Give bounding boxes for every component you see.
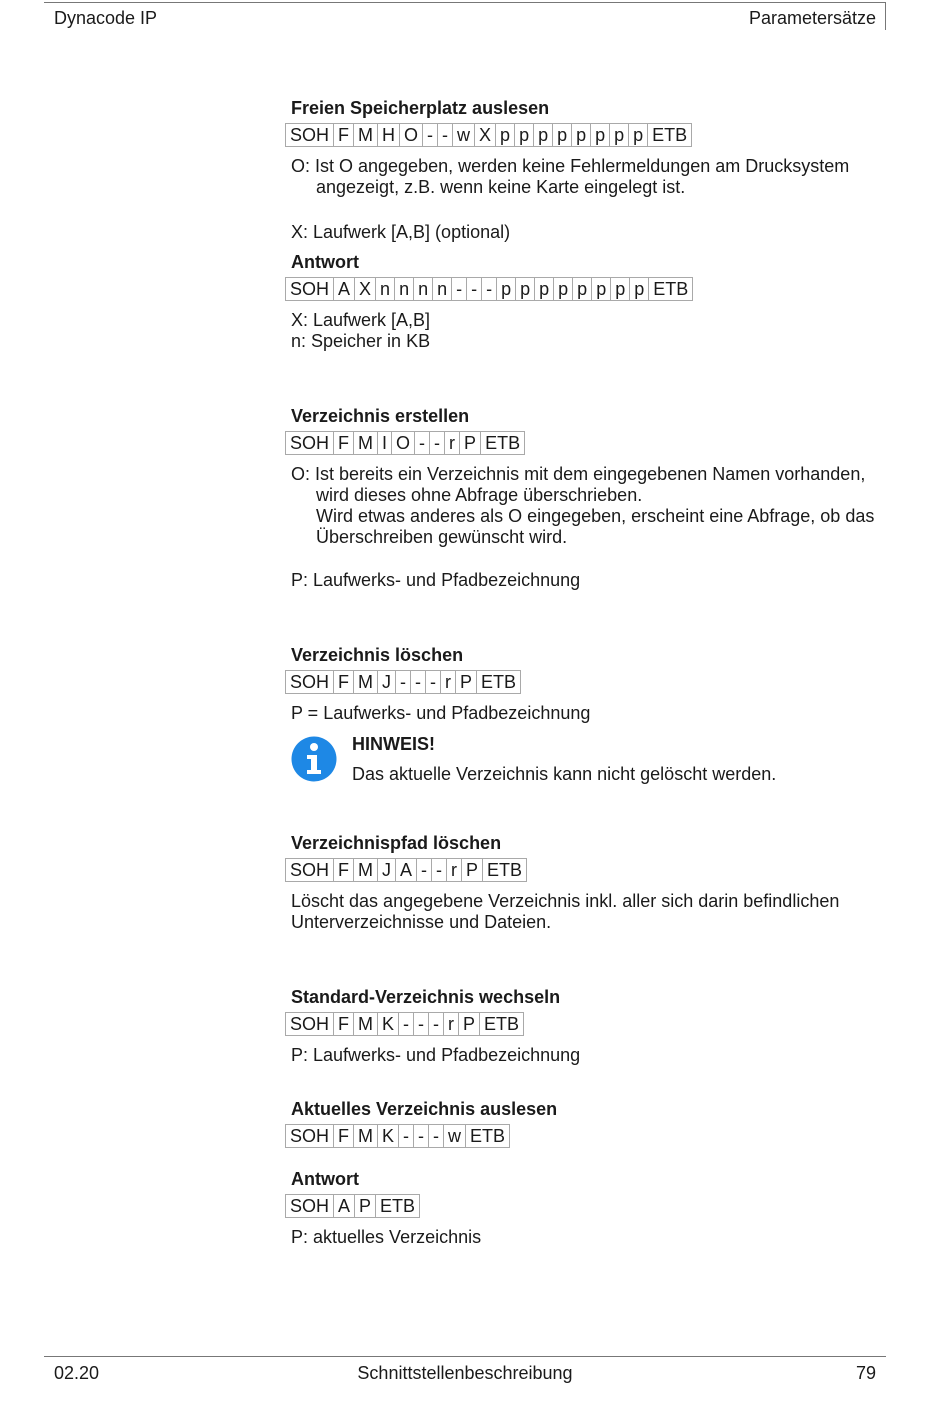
section-title: Aktuelles Verzeichnis auslesen [291, 1099, 558, 1119]
command-sequence [285, 1194, 881, 1218]
section-title: Standard-Verzeichnis wechseln [291, 987, 561, 1007]
command-cell: SOH [285, 123, 334, 147]
page-number: 79 [855, 1363, 876, 1383]
command-sequence [285, 123, 881, 147]
header-chapter: Parametersätze [748, 8, 876, 28]
command-cell: p [571, 123, 591, 147]
command-cell: F [333, 431, 354, 455]
command-cell: ETB [647, 123, 692, 147]
section-title: Verzeichnis erstellen [291, 406, 470, 426]
command-cell: p [610, 277, 630, 301]
command-cell: - [425, 670, 441, 694]
command-cell: - [437, 123, 453, 147]
command-cell: K [377, 1012, 399, 1036]
command-cell: - [410, 670, 426, 694]
header-corner-rule [885, 2, 886, 30]
command-cell: n [375, 277, 395, 301]
command-cell: - [428, 1012, 444, 1036]
command-cell: SOH [285, 1124, 334, 1148]
section-title: Verzeichnis löschen [291, 645, 464, 665]
section-answer-free-space [291, 251, 881, 352]
command-cell: w [452, 123, 475, 147]
command-cell: ETB [375, 1194, 420, 1218]
command-cell: M [353, 123, 378, 147]
command-cell: A [395, 858, 417, 882]
command-cell: P [455, 670, 477, 694]
command-cell: ETB [480, 431, 525, 455]
param-description: P: aktuelles Verzeichnis [291, 1227, 482, 1247]
command-cell: p [572, 277, 592, 301]
command-cell: I [377, 431, 392, 455]
command-cell: - [413, 1124, 429, 1148]
command-cell: p [609, 123, 629, 147]
section-title: Antwort [291, 1169, 359, 1189]
footer-rule [44, 1356, 886, 1357]
command-cell: n [432, 277, 452, 301]
command-cell: n [413, 277, 433, 301]
command-cell: n [394, 277, 414, 301]
command-cell: - [481, 277, 497, 301]
command-sequence [285, 858, 881, 882]
command-cell: p [553, 277, 573, 301]
command-cell: p [515, 277, 535, 301]
section-read-current-directory [291, 1098, 881, 1148]
command-cell: - [416, 858, 432, 882]
command-cell: J [377, 858, 396, 882]
footer-document-title: Schnittstellenbeschreibung [357, 1363, 573, 1383]
command-sequence [285, 670, 881, 694]
command-cell: - [428, 1124, 444, 1148]
param-description: Wird etwas anderes als O eingegeben, erscheint eine Abfrage, ob das Überschreiben gewünscht wird. [316, 506, 875, 547]
command-cell: F [333, 858, 354, 882]
command-cell: r [446, 858, 462, 882]
command-cell: F [333, 123, 354, 147]
param-description: n: Speicher in KB [291, 331, 431, 351]
param-description: P: Laufwerks- und Pfadbezeichnung [291, 570, 581, 590]
command-cell: - [422, 123, 438, 147]
section-title: Antwort [291, 252, 359, 272]
command-cell: A [333, 1194, 355, 1218]
command-cell: SOH [285, 431, 334, 455]
command-cell: ETB [465, 1124, 510, 1148]
header-rule [44, 2, 886, 3]
section-delete-directory-path [291, 832, 881, 933]
command-sequence [285, 1012, 881, 1036]
command-cell: X [354, 277, 376, 301]
command-cell: - [395, 670, 411, 694]
command-cell: p [629, 277, 649, 301]
note-box [291, 732, 881, 788]
command-cell: - [466, 277, 482, 301]
note-title: HINWEIS! [352, 734, 435, 754]
command-cell: r [443, 1012, 459, 1036]
command-cell: p [495, 123, 515, 147]
command-cell: M [353, 858, 378, 882]
command-cell: - [414, 431, 430, 455]
command-cell: X [474, 123, 496, 147]
command-cell: H [377, 123, 400, 147]
command-cell: A [333, 277, 355, 301]
section-title: Verzeichnispfad löschen [291, 833, 502, 853]
command-cell: O [391, 431, 415, 455]
command-cell: M [353, 1012, 378, 1036]
command-cell: SOH [285, 1012, 334, 1036]
param-description: O: Ist bereits ein Verzeichnis mit dem eingegebenen Namen vorhanden, wird dieses ohne Abfrage überschrieben. [291, 464, 866, 505]
header-product: Dynacode IP [54, 8, 158, 28]
command-cell: - [431, 858, 447, 882]
command-cell: P [354, 1194, 376, 1218]
command-cell: P [459, 431, 481, 455]
param-description: X: Laufwerk [A,B] [291, 310, 431, 330]
command-cell: p [591, 277, 611, 301]
command-cell: ETB [479, 1012, 524, 1036]
command-cell: p [590, 123, 610, 147]
command-cell: P [461, 858, 483, 882]
command-cell: - [451, 277, 467, 301]
command-cell: M [353, 670, 378, 694]
command-cell: - [413, 1012, 429, 1036]
section-answer-current-directory [291, 1168, 881, 1248]
command-cell: F [333, 1012, 354, 1036]
command-cell: p [496, 277, 516, 301]
command-cell: P [458, 1012, 480, 1036]
command-sequence [285, 277, 881, 301]
command-cell: O [399, 123, 423, 147]
command-cell: p [534, 277, 554, 301]
command-cell: p [628, 123, 648, 147]
command-cell: SOH [285, 670, 334, 694]
command-cell: r [444, 431, 460, 455]
command-cell: F [333, 1124, 354, 1148]
section-delete-directory [291, 644, 881, 788]
page-content [291, 97, 881, 1248]
param-description: O: Ist O angegeben, werden keine Fehlermeldungen am Drucksystem angezeigt, z.B. wenn keine Karte eingelegt ist. [291, 156, 850, 197]
section-title: Freien Speicherplatz auslesen [291, 98, 550, 118]
info-icon [291, 736, 337, 782]
section-create-directory [291, 405, 881, 591]
command-cell: ETB [476, 670, 521, 694]
command-cell: p [514, 123, 534, 147]
command-cell: ETB [648, 277, 693, 301]
command-cell: SOH [285, 277, 334, 301]
command-cell: SOH [285, 858, 334, 882]
command-cell: J [377, 670, 396, 694]
command-cell: K [377, 1124, 399, 1148]
command-sequence [285, 431, 881, 455]
command-cell: w [443, 1124, 466, 1148]
param-description: X: Laufwerk [A,B] (optional) [291, 222, 511, 242]
command-cell: SOH [285, 1194, 334, 1218]
param-description: P: Laufwerks- und Pfadbezeichnung [291, 1045, 581, 1065]
command-cell: - [398, 1012, 414, 1036]
command-cell: p [533, 123, 553, 147]
command-cell: - [429, 431, 445, 455]
command-cell: r [440, 670, 456, 694]
command-cell: ETB [482, 858, 527, 882]
footer-version: 02.20 [54, 1363, 100, 1383]
section-free-space [291, 97, 881, 243]
note-text: Das aktuelle Verzeichnis kann nicht gelöscht werden. [352, 764, 777, 784]
command-cell: M [353, 431, 378, 455]
param-description: P = Laufwerks- und Pfadbezeichnung [291, 703, 591, 723]
command-cell: F [333, 670, 354, 694]
command-sequence [285, 1124, 881, 1148]
command-cell: - [398, 1124, 414, 1148]
command-cell: p [552, 123, 572, 147]
section-change-default-directory [291, 986, 881, 1066]
command-cell: M [353, 1124, 378, 1148]
param-description: Löscht das angegebene Verzeichnis inkl. aller sich darin befindlichen Unterverzeichnisse und Dateien. [291, 891, 840, 932]
